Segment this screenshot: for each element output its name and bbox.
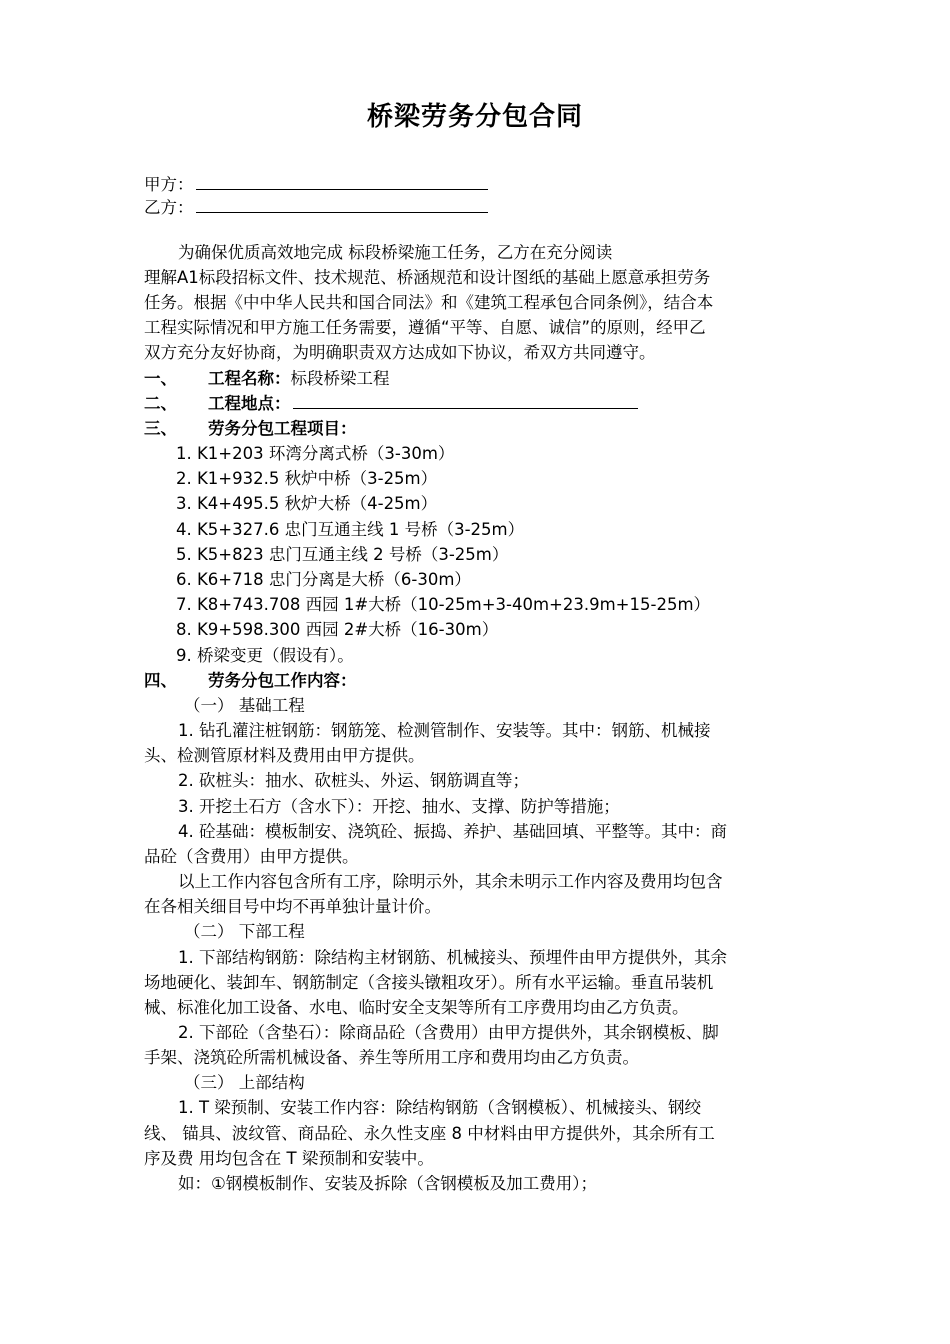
- project-item: 2. K1+932.5 秋炉中桥（3-25m）: [176, 469, 438, 489]
- location-blank[interactable]: [293, 392, 638, 409]
- content-line: 2. 砍桩头：抽水、砍桩头、外运、钢筋调直等；: [178, 771, 529, 791]
- content-line: 3. 开挖土石方（含水下）：开挖、抽水、支撑、防护等措施；: [178, 796, 620, 816]
- party-b-label: 乙方：: [144, 198, 194, 217]
- party-a-label: 甲方：: [144, 175, 194, 194]
- section-number: 三、: [144, 419, 177, 438]
- party-b-line: [144, 195, 824, 220]
- content-line: 4. 砼基础：模板制安、浇筑砼、振捣、养护、基础回填、平整等。其中：商: [178, 821, 727, 841]
- party-a-blank[interactable]: [196, 175, 488, 190]
- project-item: 9. 桥梁变更（假设有）。: [176, 645, 354, 665]
- content-line: 在各相关细目号中均不再单独计量计价。: [144, 897, 441, 917]
- intro-line: 工程实际情况和甲方施工任务需要，遵循“平等、自愿、诚信”的原则，经甲乙: [144, 318, 706, 337]
- project-item: 5. K5+823 忠门互通主线 2 号桥（3-25m）: [176, 544, 509, 564]
- content-line: 1. 钻孔灌注桩钢筋：钢筋笼、检测管制作、安装等。其中：钢筋、机械接: [178, 721, 711, 741]
- section-label: 劳务分包工程项目：: [208, 419, 357, 438]
- section-number: 二、: [144, 394, 177, 413]
- project-item: 3. K4+495.5 秋炉大桥（4-25m）: [176, 494, 438, 514]
- project-item: 7. K8+743.708 西园 1#大桥（10-25m+3-40m+23.9m+15-25m）: [176, 595, 711, 615]
- section-project-location: [144, 391, 824, 416]
- section-subcontract-items: [144, 416, 824, 441]
- page-title: 桥梁劳务分包合同: [366, 102, 583, 132]
- subsection-heading: （三） 上部结构: [184, 1073, 305, 1093]
- section-label: 工程地点：: [208, 394, 291, 413]
- content-line: 1. T 梁预制、安装工作内容：除结构钢筋（含钢模板）、机械接头、钢绞: [178, 1098, 702, 1118]
- party-a-line: [144, 172, 824, 197]
- content-line: 1. 下部结构钢筋：除结构主材钢筋、机械接头、预埋件由甲方提供外，其余: [178, 947, 727, 967]
- content-line: 头、检测管原材料及费用由甲方提供。: [144, 746, 425, 766]
- section-value: 标段桥梁工程: [290, 369, 390, 388]
- section-work-content: [144, 668, 824, 693]
- project-item: 1. K1+203 环湾分离式桥（3-30m）: [176, 444, 455, 463]
- content-line: 如：①钢模板制作、安装及拆除（含钢模板及加工费用）；: [178, 1173, 598, 1193]
- content-line: 2. 下部砼（含垫石）：除商品砼（含费用）由甲方提供外，其余钢模板、脚: [178, 1022, 719, 1042]
- content-line: 品砼（含费用）由甲方提供。: [144, 846, 359, 866]
- intro-line: 为确保优质高效地完成 标段桥梁施工任务，乙方在充分阅读: [178, 243, 613, 262]
- content-line: 场地硬化、装卸车、钢筋制定（含接头镦粗攻牙）。所有水平运输。垂直吊装机: [144, 972, 714, 992]
- intro-line: 双方充分友好协商，为明确职责双方达成如下协议，希双方共同遵守。: [144, 343, 656, 362]
- project-item: 4. K5+327.6 忠门互通主线 1 号桥（3-25m）: [176, 519, 525, 539]
- project-item: 8. K9+598.300 西园 2#大桥（16-30m）: [176, 620, 499, 640]
- project-item: 6. K6+718 忠门分离是大桥（6-30m）: [176, 570, 471, 589]
- section-number: 四、: [144, 671, 177, 690]
- content-line: 序及费 用均包含在 T 梁预制和安装中。: [144, 1148, 434, 1168]
- section-label: 劳务分包工作内容：: [208, 671, 357, 690]
- intro-line: 理解A1标段招标文件、技术规范、桥涵规范和设计图纸的基础上愿意承担劳务: [144, 268, 711, 287]
- subsection-heading: （二） 下部工程: [184, 922, 305, 942]
- section-label: 工程名称：: [208, 369, 291, 388]
- content-line: 以上工作内容包含所有工序，除明示外，其余未明示工作内容及费用均包含: [178, 872, 723, 892]
- subsection-heading: （一） 基础工程: [184, 696, 305, 715]
- intro-line: 任务。根据《中中华人民共和国合同法》和《建筑工程承包合同条例》，结合本: [144, 293, 714, 312]
- party-b-blank[interactable]: [196, 198, 488, 213]
- section-number: 一、: [144, 369, 177, 388]
- content-line: 手架、浇筑砼所需机械设备、养生等所用工序和费用均由乙方负责。: [144, 1048, 639, 1068]
- section-project-name: [144, 366, 824, 391]
- content-line: 线、 锚具、波纹管、商品砼、永久性支座 8 中材料由甲方提供外，其余所有工: [144, 1123, 715, 1143]
- content-line: 械、标准化加工设备、水电、临时安全支架等所有工序费用均由乙方负责。: [144, 997, 689, 1017]
